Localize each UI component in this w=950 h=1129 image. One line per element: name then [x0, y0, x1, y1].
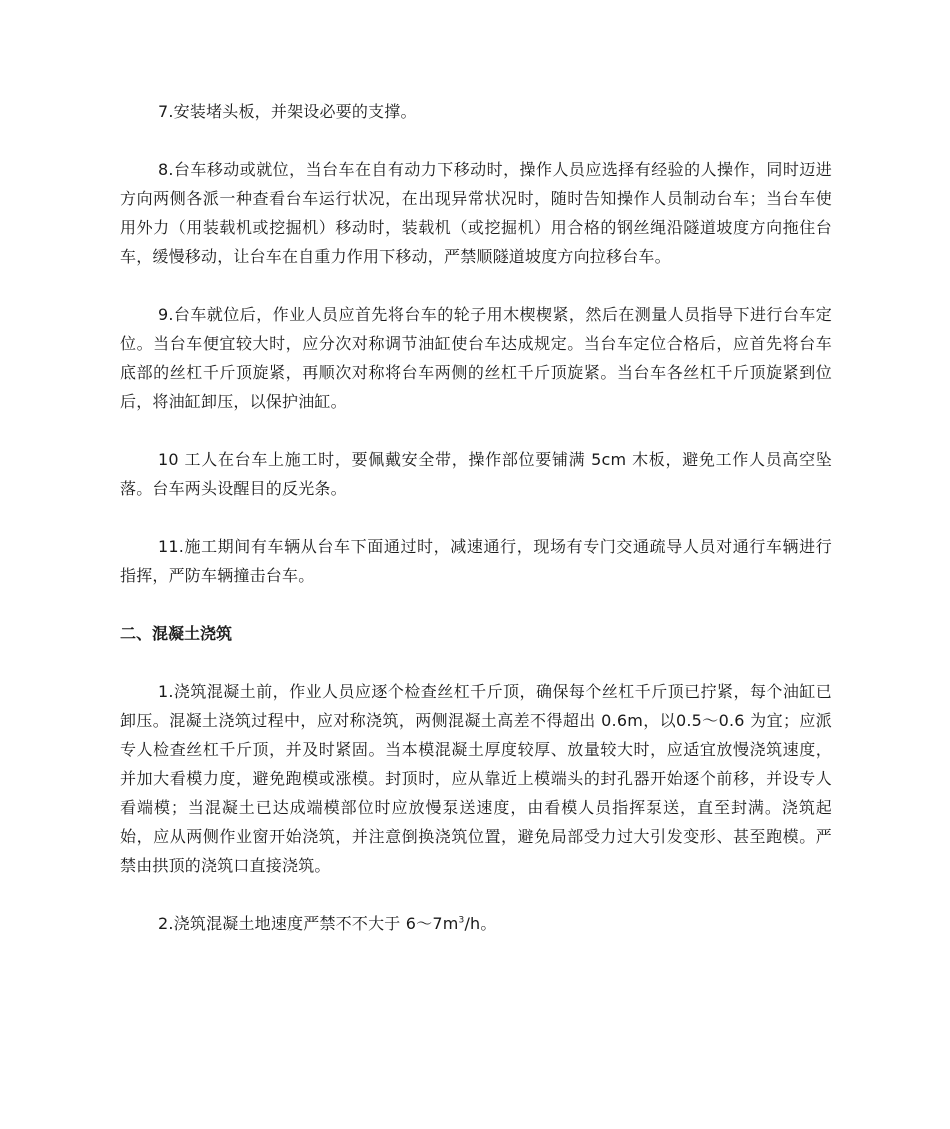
- paragraph-concrete-1: 1.浇筑混凝土前，作业人员应逐个检查丝杠千斤顶，确保每个丝杠千斤顶已拧紧，每个油缸已卸压。混凝土浇筑过程中，应对称浇筑，两侧混凝土高差不得超出 0.6m，以0.5～0.6 为宜；应派专人检查丝杠千斤顶，并及时紧固。当本模混凝土厚度较厚、放量较大时，应适宜放慢浇筑速度，并加大看模力度，避免跑模或涨模。封顶时，应从靠近上模端头的封孔器开始逐个前移，并设专人看端模；当混凝土已达成端模部位时应放慢泵送速度，由看模人员指挥泵送，直至封满。浇筑起始，应从两侧作业窗开始浇筑，并注意倒换浇筑位置，避免局部受力过大引发变形、甚至跑模。严禁由拱顶的浇筑口直接浇筑。: [120, 682, 832, 875]
- paragraph-item-8: 8.台车移动或就位，当台车在自有动力下移动时，操作人员应选择有经验的人操作，同时迈进方向两侧各派一种查看台车运行状况，在出现异常状况时，随时告知操作人员制动台车；当台车使用外力（用装载机或挖掘机）移动时，装载机（或挖掘机）用合格的钢丝绳沿隧道坡度方向拖住台车，缓慢移动，让台车在自重力作用下移动，严禁顺隧道坡度方向拉移台车。: [120, 160, 832, 266]
- document-body: [120, 97, 832, 967]
- paragraph-item-9: 9.台车就位后，作业人员应首先将台车的轮子用木楔楔紧，然后在测量人员指导下进行台车定位。当台车便宜较大时，应分次对称调节油缸使台车达成规定。当台车定位合格后，应首先将台车底部的丝杠千斤顶旋紧，再顺次对称将台车两侧的丝杠千斤顶旋紧。当台车各丝杠千斤顶旋紧到位后，将油缸卸压，以保护油缸。: [120, 305, 832, 411]
- paragraph-concrete-2-unit: /h。: [464, 914, 497, 933]
- section-heading: 二、混凝土浇筑: [120, 624, 233, 643]
- paragraph-item-10: 10 工人在台车上施工时，要佩戴安全带，操作部位要铺满 5cm 木板，避免工作人员高空坠落。台车两头设醒目的反光条。: [120, 450, 832, 498]
- superscript-exponent: 3: [458, 915, 465, 926]
- paragraph-item-7: 7.安装堵头板，并架设必要的支撑。: [158, 102, 417, 121]
- paragraph-concrete-2-text: 2.浇筑混凝土地速度严禁不不大于 6～7m: [158, 914, 459, 933]
- paragraph-item-11: 11.施工期间有车辆从台车下面通过时，减速通行，现场有专门交通疏导人员对通行车辆进行指挥，严防车辆撞击台车。: [120, 537, 832, 585]
- paragraph-concrete-2: [120, 909, 832, 938]
